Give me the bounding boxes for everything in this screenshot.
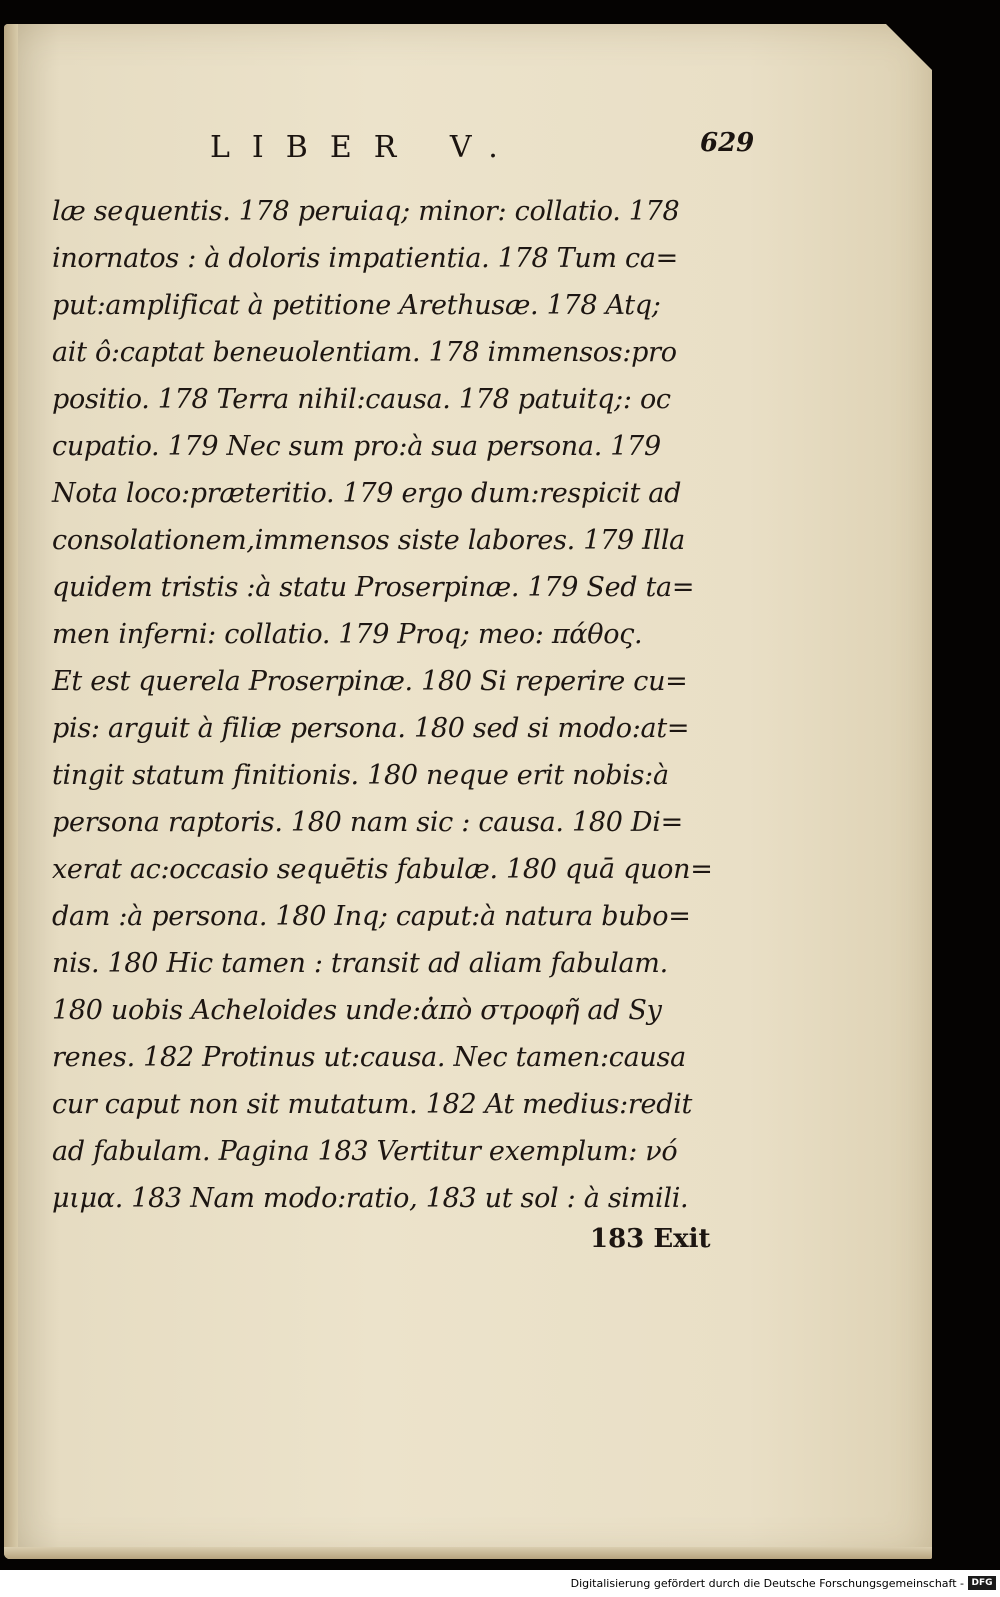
text-line: Et est querela Proserpinæ. 180 Si reperire cu=: [52, 666, 688, 697]
text-line: quidem tristis :à statu Proserpinæ. 179 Sed ta=: [52, 572, 695, 603]
page-bottom-edge: [4, 1547, 932, 1559]
page-number: 629: [700, 128, 755, 158]
text-line: cupatio. 179 Nec sum pro:à sua persona. 179: [52, 431, 661, 462]
text-line: nis. 180 Hic tamen : transit ad aliam fabulam.: [52, 948, 668, 979]
text-line: cur caput non sit mutatum. 182 At medius:redit: [52, 1089, 693, 1120]
dog-ear-corner: [886, 24, 932, 70]
text-line: persona raptoris. 180 nam sic : causa. 180 Di=: [52, 807, 683, 838]
text-line: μιμα. 183 Nam modo:ratio, 183 ut sol : à simili.: [52, 1183, 689, 1214]
text-line: pis: arguit à filiæ persona. 180 sed si modo:at=: [52, 713, 690, 744]
footer-bar: [0, 1572, 1000, 1597]
text-line: renes. 182 Protinus ut:causa. Nec tamen:causa: [52, 1042, 686, 1073]
text-line: put:amplificat à petitione Arethusæ. 178 Atq;: [52, 290, 661, 321]
text-line: inornatos : à doloris impatientia. 178 Tum ca=: [52, 243, 678, 274]
text-line: positio. 178 Terra nihil:causa. 178 patuitq;: oc: [52, 384, 671, 415]
page-edge: [4, 24, 18, 1559]
text-line: consolationem,immensos siste labores. 179 Illa: [52, 525, 685, 556]
text-line: tingit statum finitionis. 180 neque erit nobis:à: [52, 760, 669, 791]
dfg-logo: DFG: [968, 1576, 996, 1590]
text-line: dam :à persona. 180 Inq; caput:à natura bubo=: [52, 901, 691, 932]
text-line: læ sequentis. 178 peruiaq; minor: collatio. 178: [52, 196, 680, 227]
text-line: 180 uobis Acheloides unde:ἀπὸ στροφῆ ad Sy: [52, 995, 662, 1026]
text-line: ad fabulam. Pagina 183 Vertitur exemplum: νό: [52, 1136, 678, 1167]
text-line: Nota loco:præteritio. 179 ergo dum:respicit ad: [52, 478, 682, 509]
funding-credit: Digitalisierung gefördert durch die Deutsche Forschungsgemeinschaft -: [570, 1577, 964, 1590]
text-line: xerat ac:occasio sequētis fabulæ. 180 quā quon=: [52, 854, 713, 885]
text-line: men inferni: collatio. 179 Proq; meo: πάθος.: [52, 619, 643, 650]
text-line: ait ô:captat beneuolentiam. 178 immensos:pro: [52, 337, 677, 368]
running-head: LIBER V.: [210, 130, 520, 165]
text-block: [52, 188, 712, 1222]
catchword: 183 Exit: [590, 1224, 711, 1254]
